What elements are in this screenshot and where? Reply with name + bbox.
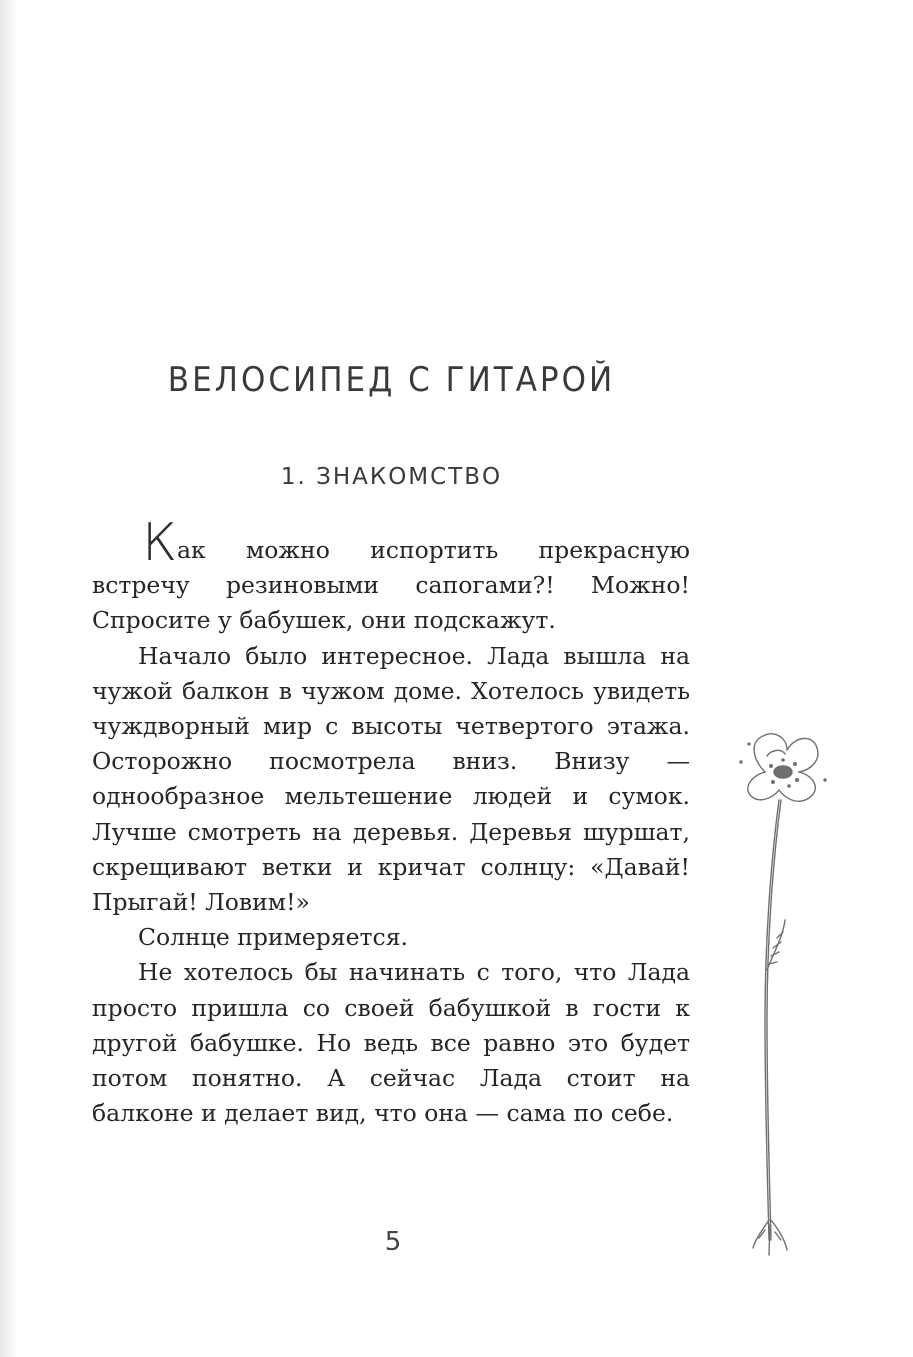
book-title: ВЕЛОСИПЕД С ГИТАРОЙ [167,360,616,400]
chapter-heading: 1. ЗНАКОМСТВО [280,464,503,490]
page-number: 5 [384,1227,402,1257]
text-body [92,513,690,1131]
poppy-flower-icon [725,720,835,1260]
paragraph-4: Не хотелось бы начинать с того, что Лада просто пришла со своей бабушкой в гости к другой бабушке. Но ведь все равно это будет потом понятно. А сейчас Лада стоит на балконе и делает вид, что она — сама по себе. [92,958,690,1128]
paragraph-1-text: ак можно испортить прекрасную встречу резиновыми сапогами?! Можно! Спросите у бабушек, они подскажут. [92,536,690,635]
drop-cap: К [142,513,178,573]
paragraph-1 [92,513,690,639]
page-edge-shadow [0,0,18,1357]
paragraph-3: Солнце примеряется. [138,923,408,952]
paragraph-2: Начало было интересное. Лада вышла на чужой балкон в чужом доме. Хотелось увидеть чуждворный мир с высоты четвертого этажа. Осторожно посмотрела вниз. Внизу — однообразное мельтешение людей и сумок. Лучше смотреть на деревья. Деревья шуршат, скрещивают ветки и кричат солнцу: «Давай! Прыгай! Ловим!» [92,641,690,917]
